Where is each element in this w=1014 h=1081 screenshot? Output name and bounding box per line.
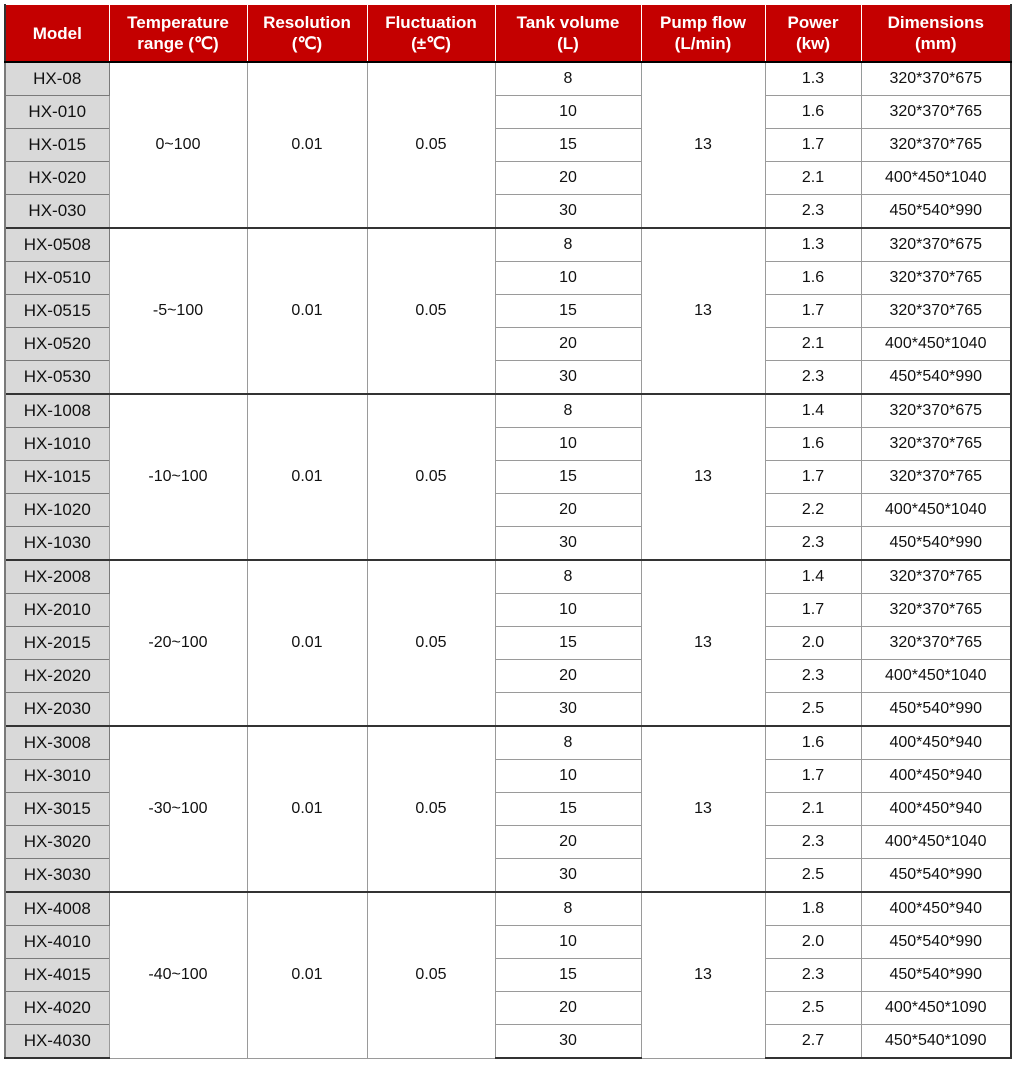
resolution-cell: 0.01 [247,394,367,560]
dimensions-cell: 400*450*940 [861,726,1011,760]
pump-flow-cell: 13 [641,394,765,560]
dimensions-cell: 400*450*940 [861,793,1011,826]
model-cell: HX-3008 [5,726,109,760]
specification-table [4,4,1012,1059]
tank-volume-cell: 15 [495,461,641,494]
dimensions-cell: 450*540*1090 [861,1025,1011,1059]
power-cell: 2.1 [765,328,861,361]
dimensions-cell: 320*370*675 [861,394,1011,428]
fluctuation-cell: 0.05 [367,560,495,726]
tank-volume-cell: 10 [495,262,641,295]
model-cell: HX-020 [5,162,109,195]
power-cell: 2.5 [765,693,861,727]
temperature-range-cell: -20~100 [109,560,247,726]
dimensions-cell: 450*540*990 [861,959,1011,992]
power-cell: 1.4 [765,560,861,594]
tank-volume-cell: 10 [495,926,641,959]
table-row [5,726,1011,760]
dimensions-cell: 450*540*990 [861,527,1011,561]
tank-volume-cell: 8 [495,228,641,262]
dimensions-cell: 320*370*765 [861,627,1011,660]
power-cell: 1.7 [765,760,861,793]
dimensions-cell: 320*370*765 [861,594,1011,627]
model-cell: HX-0530 [5,361,109,395]
model-cell: HX-030 [5,195,109,229]
resolution-cell: 0.01 [247,560,367,726]
model-cell: HX-1008 [5,394,109,428]
model-cell: HX-4010 [5,926,109,959]
power-cell: 1.6 [765,262,861,295]
power-cell: 2.5 [765,992,861,1025]
dimensions-cell: 400*450*1040 [861,826,1011,859]
model-cell: HX-0508 [5,228,109,262]
power-cell: 1.8 [765,892,861,926]
tank-volume-cell: 8 [495,726,641,760]
tank-volume-cell: 8 [495,892,641,926]
header-resolution [247,5,367,63]
tank-volume-cell: 30 [495,1025,641,1059]
tank-volume-cell: 20 [495,494,641,527]
dimensions-cell: 400*450*940 [861,892,1011,926]
table-body [5,62,1011,1058]
power-cell: 2.1 [765,162,861,195]
pump-flow-cell: 13 [641,228,765,394]
dimensions-cell: 400*450*940 [861,760,1011,793]
power-cell: 2.3 [765,660,861,693]
power-cell: 1.6 [765,726,861,760]
dimensions-cell: 400*450*1040 [861,162,1011,195]
power-cell: 1.7 [765,129,861,162]
dimensions-cell: 320*370*765 [861,129,1011,162]
temperature-range-cell: -10~100 [109,394,247,560]
tank-volume-cell: 30 [495,859,641,893]
tank-volume-cell: 20 [495,328,641,361]
header-dimensions-line1: Dimensions [887,13,984,32]
model-cell: HX-2015 [5,627,109,660]
tank-volume-cell: 8 [495,62,641,96]
power-cell: 2.2 [765,494,861,527]
model-cell: HX-2030 [5,693,109,727]
dimensions-cell: 450*540*990 [861,926,1011,959]
model-cell: HX-3010 [5,760,109,793]
dimensions-cell: 400*450*1040 [861,494,1011,527]
temperature-range-cell: 0~100 [109,62,247,228]
pump-flow-cell: 13 [641,62,765,228]
table-row [5,228,1011,262]
tank-volume-cell: 30 [495,361,641,395]
header-resolution-line1: Resolution [263,13,351,32]
header-pump-flow-line2: (L/min) [674,34,732,53]
tank-volume-cell: 30 [495,527,641,561]
pump-flow-cell: 13 [641,560,765,726]
dimensions-cell: 400*450*1040 [861,328,1011,361]
header-resolution-line2: (℃) [291,34,323,53]
tank-volume-cell: 10 [495,428,641,461]
power-cell: 2.3 [765,826,861,859]
power-cell: 2.3 [765,527,861,561]
header-fluctuation-line1: Fluctuation [385,13,477,32]
tank-volume-cell: 10 [495,760,641,793]
header-fluctuation [367,5,495,63]
power-cell: 1.3 [765,62,861,96]
tank-volume-cell: 20 [495,826,641,859]
model-cell: HX-1010 [5,428,109,461]
model-cell: HX-010 [5,96,109,129]
table-header [5,5,1011,63]
power-cell: 2.3 [765,361,861,395]
temperature-range-cell: -40~100 [109,892,247,1058]
power-cell: 1.6 [765,96,861,129]
model-cell: HX-0520 [5,328,109,361]
fluctuation-cell: 0.05 [367,228,495,394]
header-power [765,5,861,63]
header-power-line1: Power [787,13,839,32]
dimensions-cell: 320*370*765 [861,96,1011,129]
resolution-cell: 0.01 [247,228,367,394]
header-tank-volume-line1: Tank volume [516,13,620,32]
power-cell: 2.5 [765,859,861,893]
model-cell: HX-1015 [5,461,109,494]
pump-flow-cell: 13 [641,726,765,892]
tank-volume-cell: 10 [495,594,641,627]
model-cell: HX-3015 [5,793,109,826]
model-cell: HX-4008 [5,892,109,926]
power-cell: 2.1 [765,793,861,826]
header-pump-flow-line1: Pump flow [660,13,746,32]
power-cell: 1.7 [765,461,861,494]
model-cell: HX-1030 [5,527,109,561]
header-pump-flow [641,5,765,63]
model-cell: HX-3020 [5,826,109,859]
power-cell: 2.0 [765,627,861,660]
tank-volume-cell: 15 [495,793,641,826]
dimensions-cell: 450*540*990 [861,693,1011,727]
header-fluctuation-line2: (±℃) [411,34,451,53]
header-temperature-range-line2: range (℃) [137,34,219,53]
header-temperature-range-line1: Temperature [127,13,229,32]
model-cell: HX-4015 [5,959,109,992]
table-row [5,560,1011,594]
power-cell: 1.3 [765,228,861,262]
tank-volume-cell: 10 [495,96,641,129]
fluctuation-cell: 0.05 [367,394,495,560]
power-cell: 2.7 [765,1025,861,1059]
dimensions-cell: 320*370*765 [861,560,1011,594]
fluctuation-cell: 0.05 [367,726,495,892]
fluctuation-cell: 0.05 [367,892,495,1058]
dimensions-cell: 320*370*765 [861,262,1011,295]
header-tank-volume-line2: (L) [557,34,579,53]
model-cell: HX-1020 [5,494,109,527]
tank-volume-cell: 15 [495,959,641,992]
header-row [5,5,1011,63]
power-cell: 2.3 [765,959,861,992]
dimensions-cell: 400*450*1040 [861,660,1011,693]
header-dimensions [861,5,1011,63]
header-model [5,5,109,63]
header-temperature-range [109,5,247,63]
tank-volume-cell: 20 [495,162,641,195]
model-cell: HX-4020 [5,992,109,1025]
model-cell: HX-0510 [5,262,109,295]
header-tank-volume [495,5,641,63]
dimensions-cell: 320*370*675 [861,62,1011,96]
resolution-cell: 0.01 [247,726,367,892]
dimensions-cell: 450*540*990 [861,195,1011,229]
pump-flow-cell: 13 [641,892,765,1058]
tank-volume-cell: 30 [495,195,641,229]
header-model-label: Model [32,23,82,43]
model-cell: HX-2008 [5,560,109,594]
table-row [5,62,1011,96]
power-cell: 1.7 [765,594,861,627]
resolution-cell: 0.01 [247,62,367,228]
header-dimensions-line2: (mm) [914,34,957,53]
resolution-cell: 0.01 [247,892,367,1058]
tank-volume-cell: 15 [495,129,641,162]
power-cell: 2.0 [765,926,861,959]
dimensions-cell: 320*370*765 [861,461,1011,494]
model-cell: HX-0515 [5,295,109,328]
table-row [5,892,1011,926]
power-cell: 1.4 [765,394,861,428]
dimensions-cell: 320*370*765 [861,295,1011,328]
model-cell: HX-08 [5,62,109,96]
power-cell: 1.6 [765,428,861,461]
tank-volume-cell: 15 [495,627,641,660]
tank-volume-cell: 20 [495,660,641,693]
dimensions-cell: 450*540*990 [861,361,1011,395]
fluctuation-cell: 0.05 [367,62,495,228]
temperature-range-cell: -5~100 [109,228,247,394]
power-cell: 2.3 [765,195,861,229]
tank-volume-cell: 8 [495,560,641,594]
model-cell: HX-015 [5,129,109,162]
dimensions-cell: 320*370*765 [861,428,1011,461]
tank-volume-cell: 20 [495,992,641,1025]
tank-volume-cell: 8 [495,394,641,428]
temperature-range-cell: -30~100 [109,726,247,892]
tank-volume-cell: 15 [495,295,641,328]
dimensions-cell: 320*370*675 [861,228,1011,262]
table-row [5,394,1011,428]
model-cell: HX-3030 [5,859,109,893]
model-cell: HX-4030 [5,1025,109,1059]
model-cell: HX-2010 [5,594,109,627]
tank-volume-cell: 30 [495,693,641,727]
model-cell: HX-2020 [5,660,109,693]
power-cell: 1.7 [765,295,861,328]
header-power-line2: (kw) [796,34,830,53]
dimensions-cell: 450*540*990 [861,859,1011,893]
dimensions-cell: 400*450*1090 [861,992,1011,1025]
